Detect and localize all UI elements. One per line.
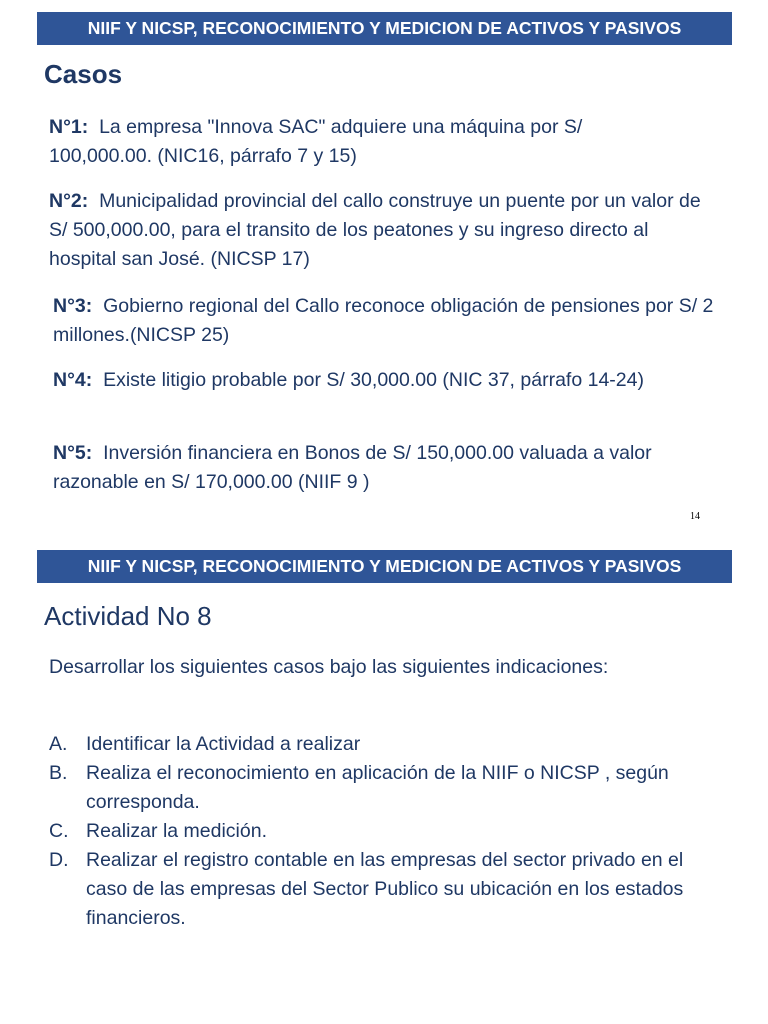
page-number: 14 <box>690 511 700 522</box>
case-text: Existe litigio probable por S/ 30,000.00 (NIC 37, párrafo 14-24) <box>103 369 644 391</box>
list-text: Realizar la medición. <box>86 820 267 842</box>
list-letter: A. <box>49 733 68 755</box>
instruction-list <box>49 730 719 933</box>
header-banner: NIIF Y NICSP, RECONOCIMIENTO Y MEDICION DE ACTIVOS Y PASIVOS <box>37 12 732 45</box>
case-text: La empresa "Innova SAC" adquiere una máquina por S/ 100,000.00. (NIC16, párrafo 7 y 15) <box>49 116 583 167</box>
case-number: N°3: <box>53 295 93 317</box>
list-text: Identificar la Actividad a realizar <box>86 733 361 755</box>
list-item <box>49 759 719 817</box>
intro-text: Desarrollar los siguientes casos bajo las siguientes indicaciones: <box>49 656 609 678</box>
case-number: N°2: <box>49 190 89 212</box>
case-number: N°5: <box>53 442 93 464</box>
list-text: Realiza el reconocimiento en aplicación de la NIIF o NICSP , según corresponda. <box>86 762 669 813</box>
case-item <box>53 366 693 395</box>
list-item <box>49 730 719 759</box>
case-item <box>49 187 719 274</box>
case-item <box>53 439 693 497</box>
list-item <box>49 817 719 846</box>
case-text: Municipalidad provincial del callo construye un puente por un valor de S/ 500,000.00, para el transito de los peatones y su ingreso directo al hospital san José. (NICSP 17) <box>49 190 701 270</box>
slide-title: Actividad No 8 <box>44 601 212 631</box>
case-item <box>49 113 689 171</box>
list-letter: C. <box>49 820 69 842</box>
case-number: N°4: <box>53 369 93 391</box>
list-letter: B. <box>49 762 68 784</box>
list-text: Realizar el registro contable en las empresas del sector privado en el caso de las empresas del Sector Publico su ubicación en los estados financieros. <box>86 849 684 929</box>
case-number: N°1: <box>49 116 89 138</box>
slide-title: Casos <box>44 59 123 89</box>
list-letter: D. <box>49 849 69 871</box>
case-item <box>53 292 723 350</box>
case-text: Inversión financiera en Bonos de S/ 150,000.00 valuada a valor razonable en S/ 170,000.00 (NIIF 9 ) <box>53 442 652 493</box>
header-banner: NIIF Y NICSP, RECONOCIMIENTO Y MEDICION DE ACTIVOS Y PASIVOS <box>37 550 732 583</box>
list-item <box>49 846 719 933</box>
case-text: Gobierno regional del Callo reconoce obligación de pensiones por S/ 2 millones.(NICSP 25) <box>53 295 714 346</box>
